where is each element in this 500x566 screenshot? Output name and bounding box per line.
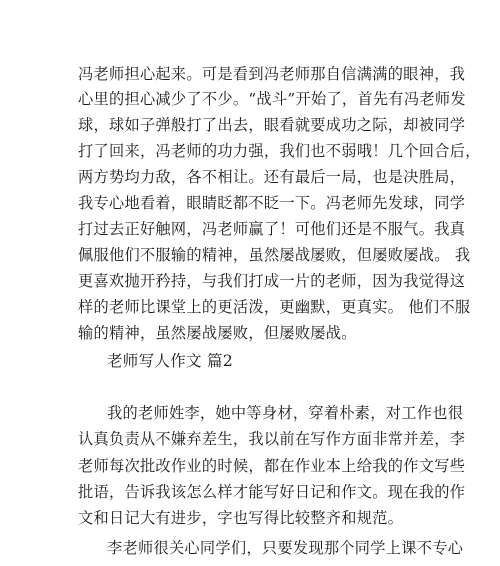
section-heading: 老师写人作文 篇2 (107, 352, 233, 370)
text-line: 心里的担心减少了不少。“战斗”开始了，首先有冯老师发 (78, 90, 466, 108)
text-line: 样的老师比课堂上的更活泼，更幽默，更真实。 他们不服 (78, 298, 471, 316)
text-line: 我专心地看着，眼睛眨都不眨一下。冯老师先发球，同学 (78, 194, 466, 212)
text-line: 更喜欢抛开矜持，与我们打成一片的老师，因为我觉得这 (78, 272, 466, 290)
text-line: 文和日记大有进步，字也写得比较整齐和规范。 (78, 509, 404, 527)
text-line: 李老师很关心同学们，只要发现那个同学上课不专心 (107, 539, 464, 557)
text-line: 批语，告诉我该怎么样才能写好日记和作文。现在我的作 (78, 483, 466, 501)
text-line: 两方势均力敌，各不相让。还有最后一局，也是决胜局， (78, 168, 466, 186)
text-line: 打了回来，冯老师的功力强，我们也不弱哦！几个回合后， (78, 142, 481, 160)
text-line: 冯老师担心起来。可是看到冯老师那自信满满的眼神，我 (78, 65, 466, 83)
text-line: 老师每次批改作业的时候，都在作业本上给我的作文写些 (78, 457, 466, 475)
text-line: 球，球如子弹般打了出去，眼看就要成功之际，却被同学 (78, 116, 466, 134)
text-line: 佩服他们不服输的精神，虽然屡战屡败，但屡败屡战。 我 (78, 246, 471, 264)
text-line: 认真负责从不嫌弃差生，我以前在写作方面非常并差，李 (78, 430, 466, 448)
text-line: 打过去正好触网，冯老师赢了！可他们还是不服气。我真 (78, 220, 466, 238)
text-line: 输的精神，虽然屡战屡败，但屡败屡战。 (78, 324, 357, 342)
text-line: 我的老师姓李，她中等身材，穿着朴素，对工作也很 (107, 404, 464, 422)
